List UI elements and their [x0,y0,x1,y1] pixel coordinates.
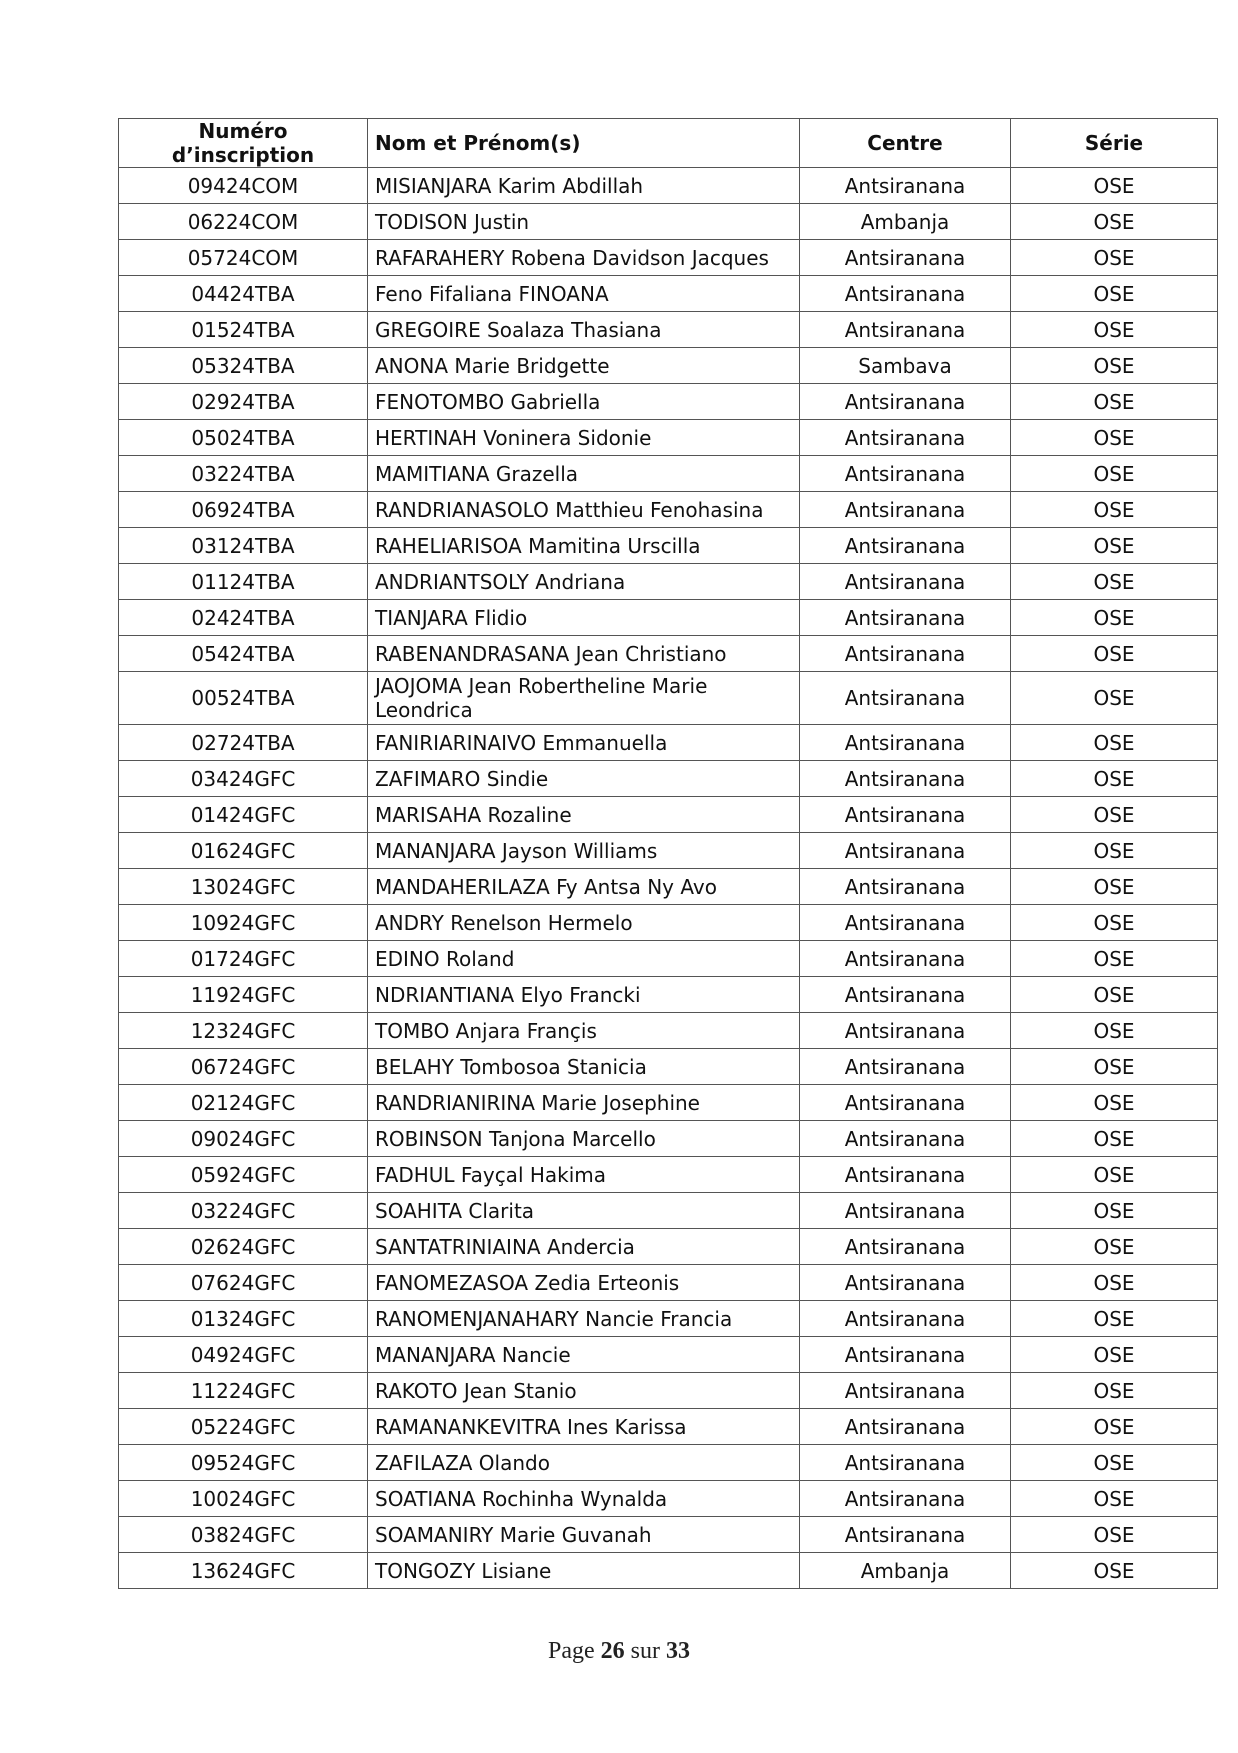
exam-center-cell: Antsiranana [800,1085,1011,1121]
full-name-cell: TOMBO Anjara Françis [368,1013,800,1049]
full-name-cell: NDRIANTIANA Elyo Francki [368,977,800,1013]
registration-number-cell: 10924GFC [119,905,368,941]
registration-number-cell: 05924GFC [119,1157,368,1193]
table-row [119,240,1218,276]
exam-center-cell: Antsiranana [800,312,1011,348]
series-cell: OSE [1011,1301,1218,1337]
exam-center-cell: Antsiranana [800,564,1011,600]
table-row [119,1085,1218,1121]
exam-center-cell: Antsiranana [800,240,1011,276]
page-footer [0,1638,1238,1665]
exam-center-cell: Antsiranana [800,905,1011,941]
series-cell: OSE [1011,168,1218,204]
registration-number-cell: 03424GFC [119,761,368,797]
series-cell: OSE [1011,672,1218,725]
registration-number-cell: 03124TBA [119,528,368,564]
full-name-cell: HERTINAH Voninera Sidonie [368,420,800,456]
full-name-cell: ANDRY Renelson Hermelo [368,905,800,941]
page-word: Page [548,1638,595,1664]
table-row [119,456,1218,492]
full-name-cell: ROBINSON Tanjona Marcello [368,1121,800,1157]
table-row [119,1013,1218,1049]
table-row [119,1481,1218,1517]
series-cell: OSE [1011,1517,1218,1553]
series-cell: OSE [1011,833,1218,869]
series-cell: OSE [1011,1013,1218,1049]
exam-center-cell: Antsiranana [800,1373,1011,1409]
table-row [119,1193,1218,1229]
exam-center-cell: Antsiranana [800,1193,1011,1229]
table-row [119,1445,1218,1481]
series-cell: OSE [1011,1337,1218,1373]
table-row [119,1121,1218,1157]
registration-number-cell: 06224COM [119,204,368,240]
table-row [119,384,1218,420]
full-name-cell: GREGOIRE Soalaza Thasiana [368,312,800,348]
header-nom-prenoms: Nom et Prénom(s) [368,119,800,168]
series-cell: OSE [1011,420,1218,456]
table-row [119,1337,1218,1373]
series-cell: OSE [1011,564,1218,600]
exam-center-cell: Antsiranana [800,1517,1011,1553]
registration-number-cell: 05724COM [119,240,368,276]
registration-number-cell: 01124TBA [119,564,368,600]
exam-center-cell: Antsiranana [800,833,1011,869]
registration-number-cell: 00524TBA [119,672,368,725]
registration-number-cell: 09024GFC [119,1121,368,1157]
exam-center-cell: Antsiranana [800,672,1011,725]
registration-number-cell: 07624GFC [119,1265,368,1301]
registration-number-cell: 02624GFC [119,1229,368,1265]
full-name-cell: FANIRIARINAIVO Emmanuella [368,725,800,761]
exam-center-cell: Antsiranana [800,1121,1011,1157]
series-cell: OSE [1011,725,1218,761]
full-name-cell: RANDRIANASOLO Matthieu Fenohasina [368,492,800,528]
table-row [119,492,1218,528]
series-cell: OSE [1011,1445,1218,1481]
table-row [119,168,1218,204]
full-name-cell: TODISON Justin [368,204,800,240]
series-cell: OSE [1011,456,1218,492]
registration-number-cell: 05324TBA [119,348,368,384]
registration-number-cell: 13024GFC [119,869,368,905]
full-name-cell: RABENANDRASANA Jean Christiano [368,636,800,672]
full-name-cell: BELAHY Tombosoa Stanicia [368,1049,800,1085]
exam-center-cell: Sambava [800,348,1011,384]
exam-center-cell: Antsiranana [800,168,1011,204]
registration-number-cell: 04424TBA [119,276,368,312]
registration-number-cell: 01324GFC [119,1301,368,1337]
exam-center-cell: Antsiranana [800,1481,1011,1517]
series-cell: OSE [1011,528,1218,564]
table-row [119,869,1218,905]
header-row [119,119,1218,168]
series-cell: OSE [1011,1121,1218,1157]
registration-number-cell: 05024TBA [119,420,368,456]
table-row [119,977,1218,1013]
registration-number-cell: 03824GFC [119,1517,368,1553]
registration-number-cell: 06724GFC [119,1049,368,1085]
registration-number-cell: 01624GFC [119,833,368,869]
exam-center-cell: Antsiranana [800,276,1011,312]
series-cell: OSE [1011,348,1218,384]
full-name-cell: TONGOZY Lisiane [368,1553,800,1589]
registration-number-cell: 10024GFC [119,1481,368,1517]
exam-center-cell: Antsiranana [800,1013,1011,1049]
full-name-cell: RAMANANKEVITRA Ines Karissa [368,1409,800,1445]
full-name-cell: SANTATRINIAINA Andercia [368,1229,800,1265]
full-name-cell: EDINO Roland [368,941,800,977]
registration-number-cell: 01524TBA [119,312,368,348]
table-row [119,905,1218,941]
full-name-cell: FADHUL Fayçal Hakima [368,1157,800,1193]
table-row [119,1373,1218,1409]
series-cell: OSE [1011,204,1218,240]
full-name-cell: MARISAHA Rozaline [368,797,800,833]
registration-number-cell: 03224GFC [119,1193,368,1229]
table-row [119,797,1218,833]
series-cell: OSE [1011,797,1218,833]
table-row [119,941,1218,977]
registration-number-cell: 02924TBA [119,384,368,420]
series-cell: OSE [1011,1085,1218,1121]
table-row [119,204,1218,240]
table-row [119,1049,1218,1085]
full-name-cell: SOAMANIRY Marie Guvanah [368,1517,800,1553]
registration-number-cell: 05224GFC [119,1409,368,1445]
series-cell: OSE [1011,1553,1218,1589]
full-name-cell: FENOTOMBO Gabriella [368,384,800,420]
exam-center-cell: Antsiranana [800,1049,1011,1085]
registration-number-cell: 12324GFC [119,1013,368,1049]
series-cell: OSE [1011,1265,1218,1301]
registration-number-cell: 02424TBA [119,600,368,636]
series-cell: OSE [1011,1049,1218,1085]
exam-center-cell: Antsiranana [800,636,1011,672]
results-table [118,118,1218,1589]
exam-center-cell: Antsiranana [800,1265,1011,1301]
table-row [119,672,1218,725]
exam-center-cell: Ambanja [800,1553,1011,1589]
full-name-cell: MAMITIANA Grazella [368,456,800,492]
full-name-cell: SOAHITA Clarita [368,1193,800,1229]
exam-center-cell: Antsiranana [800,1157,1011,1193]
series-cell: OSE [1011,384,1218,420]
full-name-cell: RAFARAHERY Robena Davidson Jacques [368,240,800,276]
exam-center-cell: Antsiranana [800,941,1011,977]
registration-number-cell: 11224GFC [119,1373,368,1409]
registration-number-cell: 11924GFC [119,977,368,1013]
full-name-cell: ANONA Marie Bridgette [368,348,800,384]
exam-center-cell: Antsiranana [800,384,1011,420]
registration-number-cell: 03224TBA [119,456,368,492]
series-cell: OSE [1011,240,1218,276]
series-cell: OSE [1011,1373,1218,1409]
full-name-cell: ANDRIANTSOLY Andriana [368,564,800,600]
exam-center-cell: Antsiranana [800,492,1011,528]
table-body [119,168,1218,1589]
exam-center-cell: Antsiranana [800,869,1011,905]
exam-center-cell: Antsiranana [800,1409,1011,1445]
exam-center-cell: Antsiranana [800,761,1011,797]
full-name-cell: RANDRIANIRINA Marie Josephine [368,1085,800,1121]
current-page-number: 26 [600,1638,625,1664]
series-cell: OSE [1011,312,1218,348]
full-name-cell: RAHELIARISOA Mamitina Urscilla [368,528,800,564]
exam-center-cell: Antsiranana [800,797,1011,833]
exam-center-cell: Antsiranana [800,456,1011,492]
exam-center-cell: Antsiranana [800,1337,1011,1373]
of-word: sur [630,1638,660,1664]
full-name-cell: MANANJARA Nancie [368,1337,800,1373]
registration-number-cell: 13624GFC [119,1553,368,1589]
series-cell: OSE [1011,905,1218,941]
full-name-cell: FANOMEZASOA Zedia Erteonis [368,1265,800,1301]
registration-number-cell: 05424TBA [119,636,368,672]
exam-center-cell: Antsiranana [800,1301,1011,1337]
exam-center-cell: Antsiranana [800,600,1011,636]
table-row [119,1157,1218,1193]
series-cell: OSE [1011,1157,1218,1193]
full-name-cell: MANDAHERILAZA Fy Antsa Ny Avo [368,869,800,905]
registration-number-cell: 09524GFC [119,1445,368,1481]
table-row [119,636,1218,672]
table-row [119,600,1218,636]
table-row [119,1517,1218,1553]
series-cell: OSE [1011,276,1218,312]
header-serie: Série [1011,119,1218,168]
table-row [119,1265,1218,1301]
series-cell: OSE [1011,1481,1218,1517]
series-cell: OSE [1011,636,1218,672]
series-cell: OSE [1011,761,1218,797]
exam-center-cell: Antsiranana [800,528,1011,564]
registration-number-cell: 04924GFC [119,1337,368,1373]
series-cell: OSE [1011,869,1218,905]
table-row [119,312,1218,348]
series-cell: OSE [1011,600,1218,636]
table-row [119,348,1218,384]
full-name-cell: SOATIANA Rochinha Wynalda [368,1481,800,1517]
full-name-cell: RANOMENJANAHARY Nancie Francia [368,1301,800,1337]
series-cell: OSE [1011,1229,1218,1265]
registration-number-cell: 01724GFC [119,941,368,977]
full-name-cell: MANANJARA Jayson Williams [368,833,800,869]
series-cell: OSE [1011,1193,1218,1229]
full-name-cell: JAOJOMA Jean Robertheline Marie Leondrica [368,672,800,725]
header-numero-inscription: Numéro d’inscription [119,119,368,168]
full-name-cell: ZAFILAZA Olando [368,1445,800,1481]
exam-center-cell: Antsiranana [800,420,1011,456]
registration-number-cell: 02124GFC [119,1085,368,1121]
table-row [119,528,1218,564]
full-name-cell: ZAFIMARO Sindie [368,761,800,797]
full-name-cell: MISIANJARA Karim Abdillah [368,168,800,204]
series-cell: OSE [1011,941,1218,977]
exam-center-cell: Antsiranana [800,725,1011,761]
exam-center-cell: Ambanja [800,204,1011,240]
registration-number-cell: 06924TBA [119,492,368,528]
table-row [119,276,1218,312]
table-row [119,761,1218,797]
registration-number-cell: 01424GFC [119,797,368,833]
table-row [119,1409,1218,1445]
exam-center-cell: Antsiranana [800,977,1011,1013]
full-name-cell: RAKOTO Jean Stanio [368,1373,800,1409]
full-name-cell: Feno Fifaliana FINOANA [368,276,800,312]
table-row [119,1229,1218,1265]
total-pages-number: 33 [666,1638,690,1664]
registration-number-cell: 02724TBA [119,725,368,761]
table-row [119,1553,1218,1589]
table-row [119,833,1218,869]
full-name-cell: TIANJARA Flidio [368,600,800,636]
table-row [119,1301,1218,1337]
exam-center-cell: Antsiranana [800,1229,1011,1265]
exam-center-cell: Antsiranana [800,1445,1011,1481]
table-row [119,725,1218,761]
table-row [119,564,1218,600]
series-cell: OSE [1011,977,1218,1013]
registration-number-cell: 09424COM [119,168,368,204]
series-cell: OSE [1011,1409,1218,1445]
series-cell: OSE [1011,492,1218,528]
table-row [119,420,1218,456]
header-centre: Centre [800,119,1011,168]
